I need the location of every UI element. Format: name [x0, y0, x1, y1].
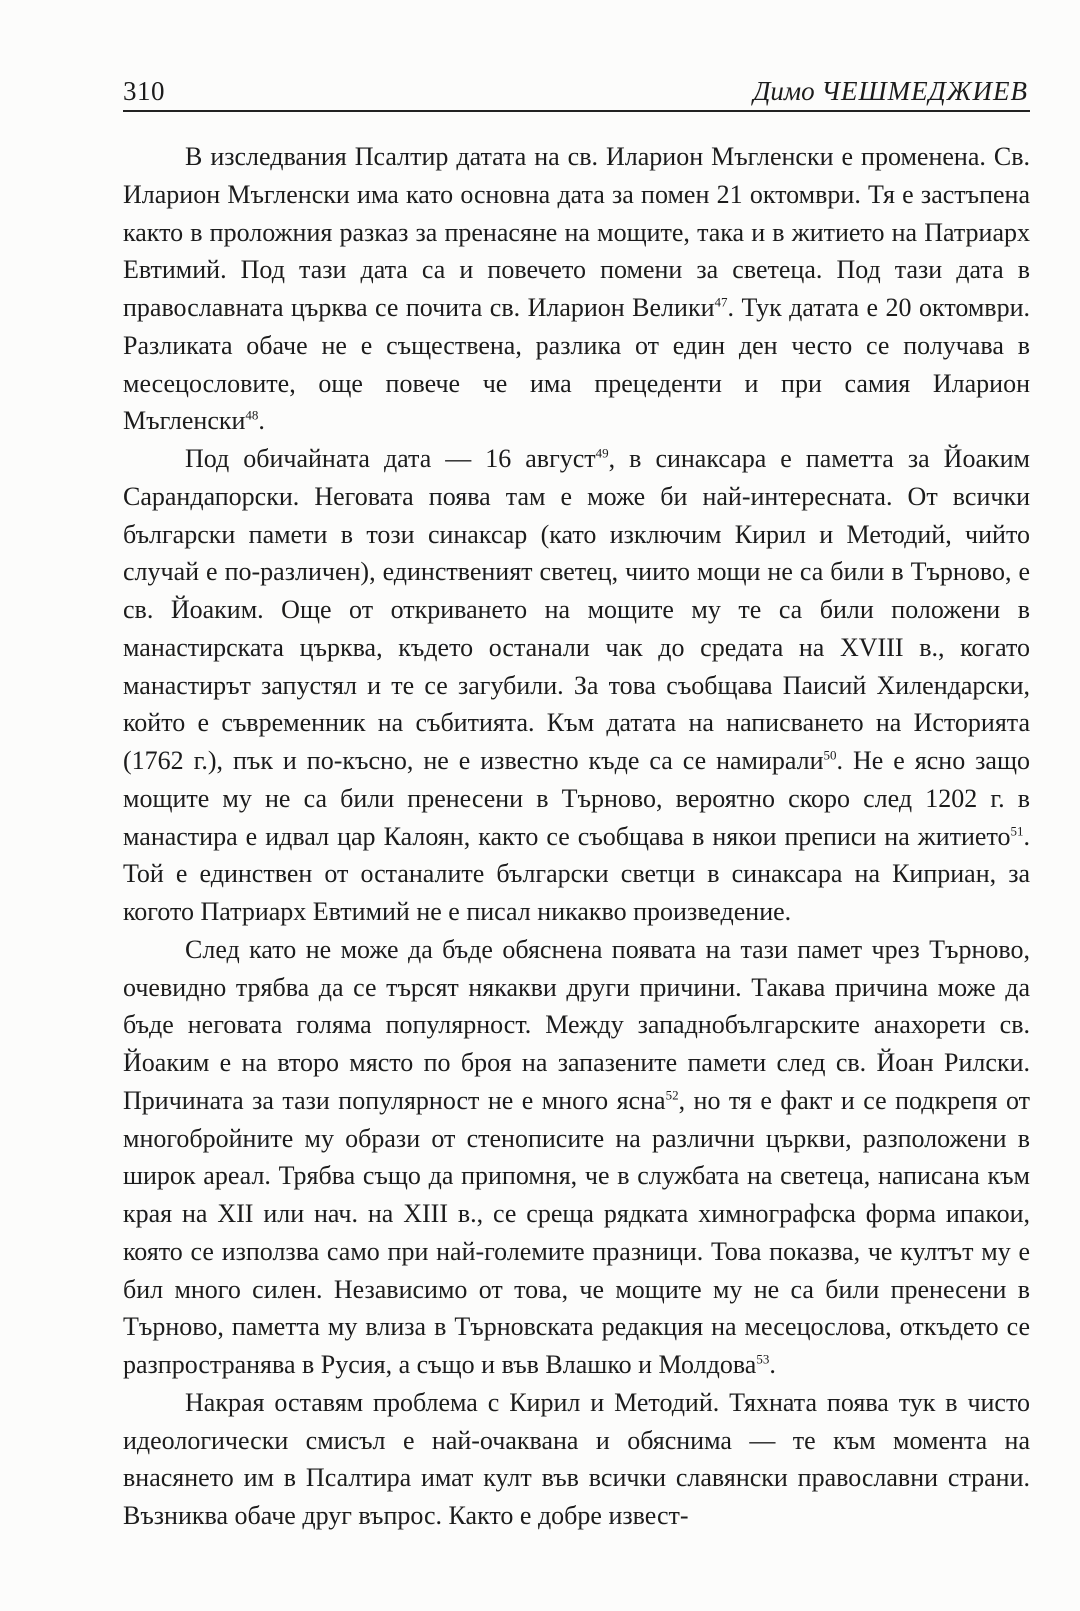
author-first-name: Димо: [753, 76, 815, 106]
paragraph-3-text-3: .: [769, 1350, 776, 1379]
paragraph-3-text-1: След като не може да бъде обяснена появата на тази памет чрез Търново, очевидно трябва да се търсят някакви други причини. Такава причина може да бъде неговата голяма популярност. Между западнобългарските анахорети св. Йоаким е на второ място по броя на запазените памети след св. Йоан Рилски. Причината за тази популярност не е много ясна: [123, 934, 1030, 1115]
paragraph-1-text-1: В изследвания Псалтир датата на св. Иларион Мъгленски е променена. Св. Иларион Мъгленски има като основна дата за помен 21 октомври. Тя е застъпена както в проложния разказ за пренасяне на мощите, така и в житието на Патриарх Евтимий. Под тази дата са и повечето помени за светеца. Под тази дата в православната църква се почита св. Иларион Велики: [123, 142, 1030, 322]
paragraph-3: [123, 931, 1030, 1384]
footnote-ref-52: 52: [665, 1087, 679, 1103]
footnote-ref-49: 49: [595, 445, 609, 461]
paragraph-4-text-1: Накрая оставям проблема с Кирил и Методий. Тяхната поява тук в чисто идеологически смисъл е най-очаквана и обяснима — те към момента на внасянето им в Псалтира имат култ във всички славянски православни страни. Възниква обаче друг въпрос. Както е добре извест-: [123, 1387, 1030, 1530]
paragraph-2-text-3: . Не е ясно защо мощите му не са били пренесени в Търново, вероятно скоро след 1202 г. в манастира е идвал цар Калоян, както се съобщава в някои преписи на житието: [123, 746, 1030, 851]
paragraph-2-text-1: Под обичайната дата — 16 август: [185, 444, 596, 473]
paragraph-2-text-4: . Той е единствен от останалите български светци в синаксара на Киприан, за когото Патриарх Евтимий не е писал никакво произведение.: [123, 821, 1030, 926]
author-last-name: ЧЕШМЕДЖИЕВ: [821, 76, 1028, 106]
paragraph-3-text-2: , но тя е факт и се подкрепя от многобройните му образи от стенописите на различни църкви, разположени в широк ареал. Трябва също да припомня, че в службата на светеца, написана към края на XII или нач. на XIII в., се среща рядката химнографска форма ипакои, която се използва само при най-големите празници. Това показва, че култът му е бил много силен. Независимо от това, че мощите му не са били пренесени в Търново, паметта му влиза в Търновската редакция на месецослова, откъдето се разпространява в Русия, а също и във Влашко и Молдова: [123, 1085, 1031, 1379]
paragraph-1-text-3: .: [258, 406, 265, 436]
footnote-ref-50: 50: [823, 747, 837, 763]
body-text: [123, 138, 1030, 1535]
page-header: [123, 70, 1030, 112]
running-head-author: [753, 76, 1028, 107]
paragraph-2-text-2: , в синаксара е паметта за Йоаким Сарандапорски. Неговата поява там е може би най-интересната. От всички български памети в този синаксар (като изключим Кирил и Методий, чийто случай е по-различен), единственият светец, чиито мощи не са били в Търново, е св. Йоаким. Още от откриването на мощите му те са били положени в манастирската църква, където останали чак до средата на XVIII в., когато манастирът запустял и те се загубили. За това съобщава Паисий Хилендарски, който е съвременник на събитията. Към датата на написването на Историята (1762 г.), пък и по-късно, не е известно къде са се намирали: [123, 444, 1030, 775]
footnote-ref-47: 47: [714, 294, 728, 310]
footnote-ref-51: 51: [1010, 822, 1024, 838]
footnote-ref-53: 53: [756, 1351, 770, 1367]
paragraph-2: [123, 440, 1030, 931]
paragraph-4: [123, 1384, 1030, 1535]
footnote-ref-48: 48: [245, 407, 259, 423]
paragraph-1-text-2: . Тук датата е 20 октомври. Разликата обаче не е съществена, разлика от един ден често се получава в месецословите, още повече че има прецеденти и при самия Иларион Мъгленски: [123, 293, 1030, 436]
page-number: 310: [123, 76, 165, 106]
paragraph-1: [123, 138, 1030, 440]
